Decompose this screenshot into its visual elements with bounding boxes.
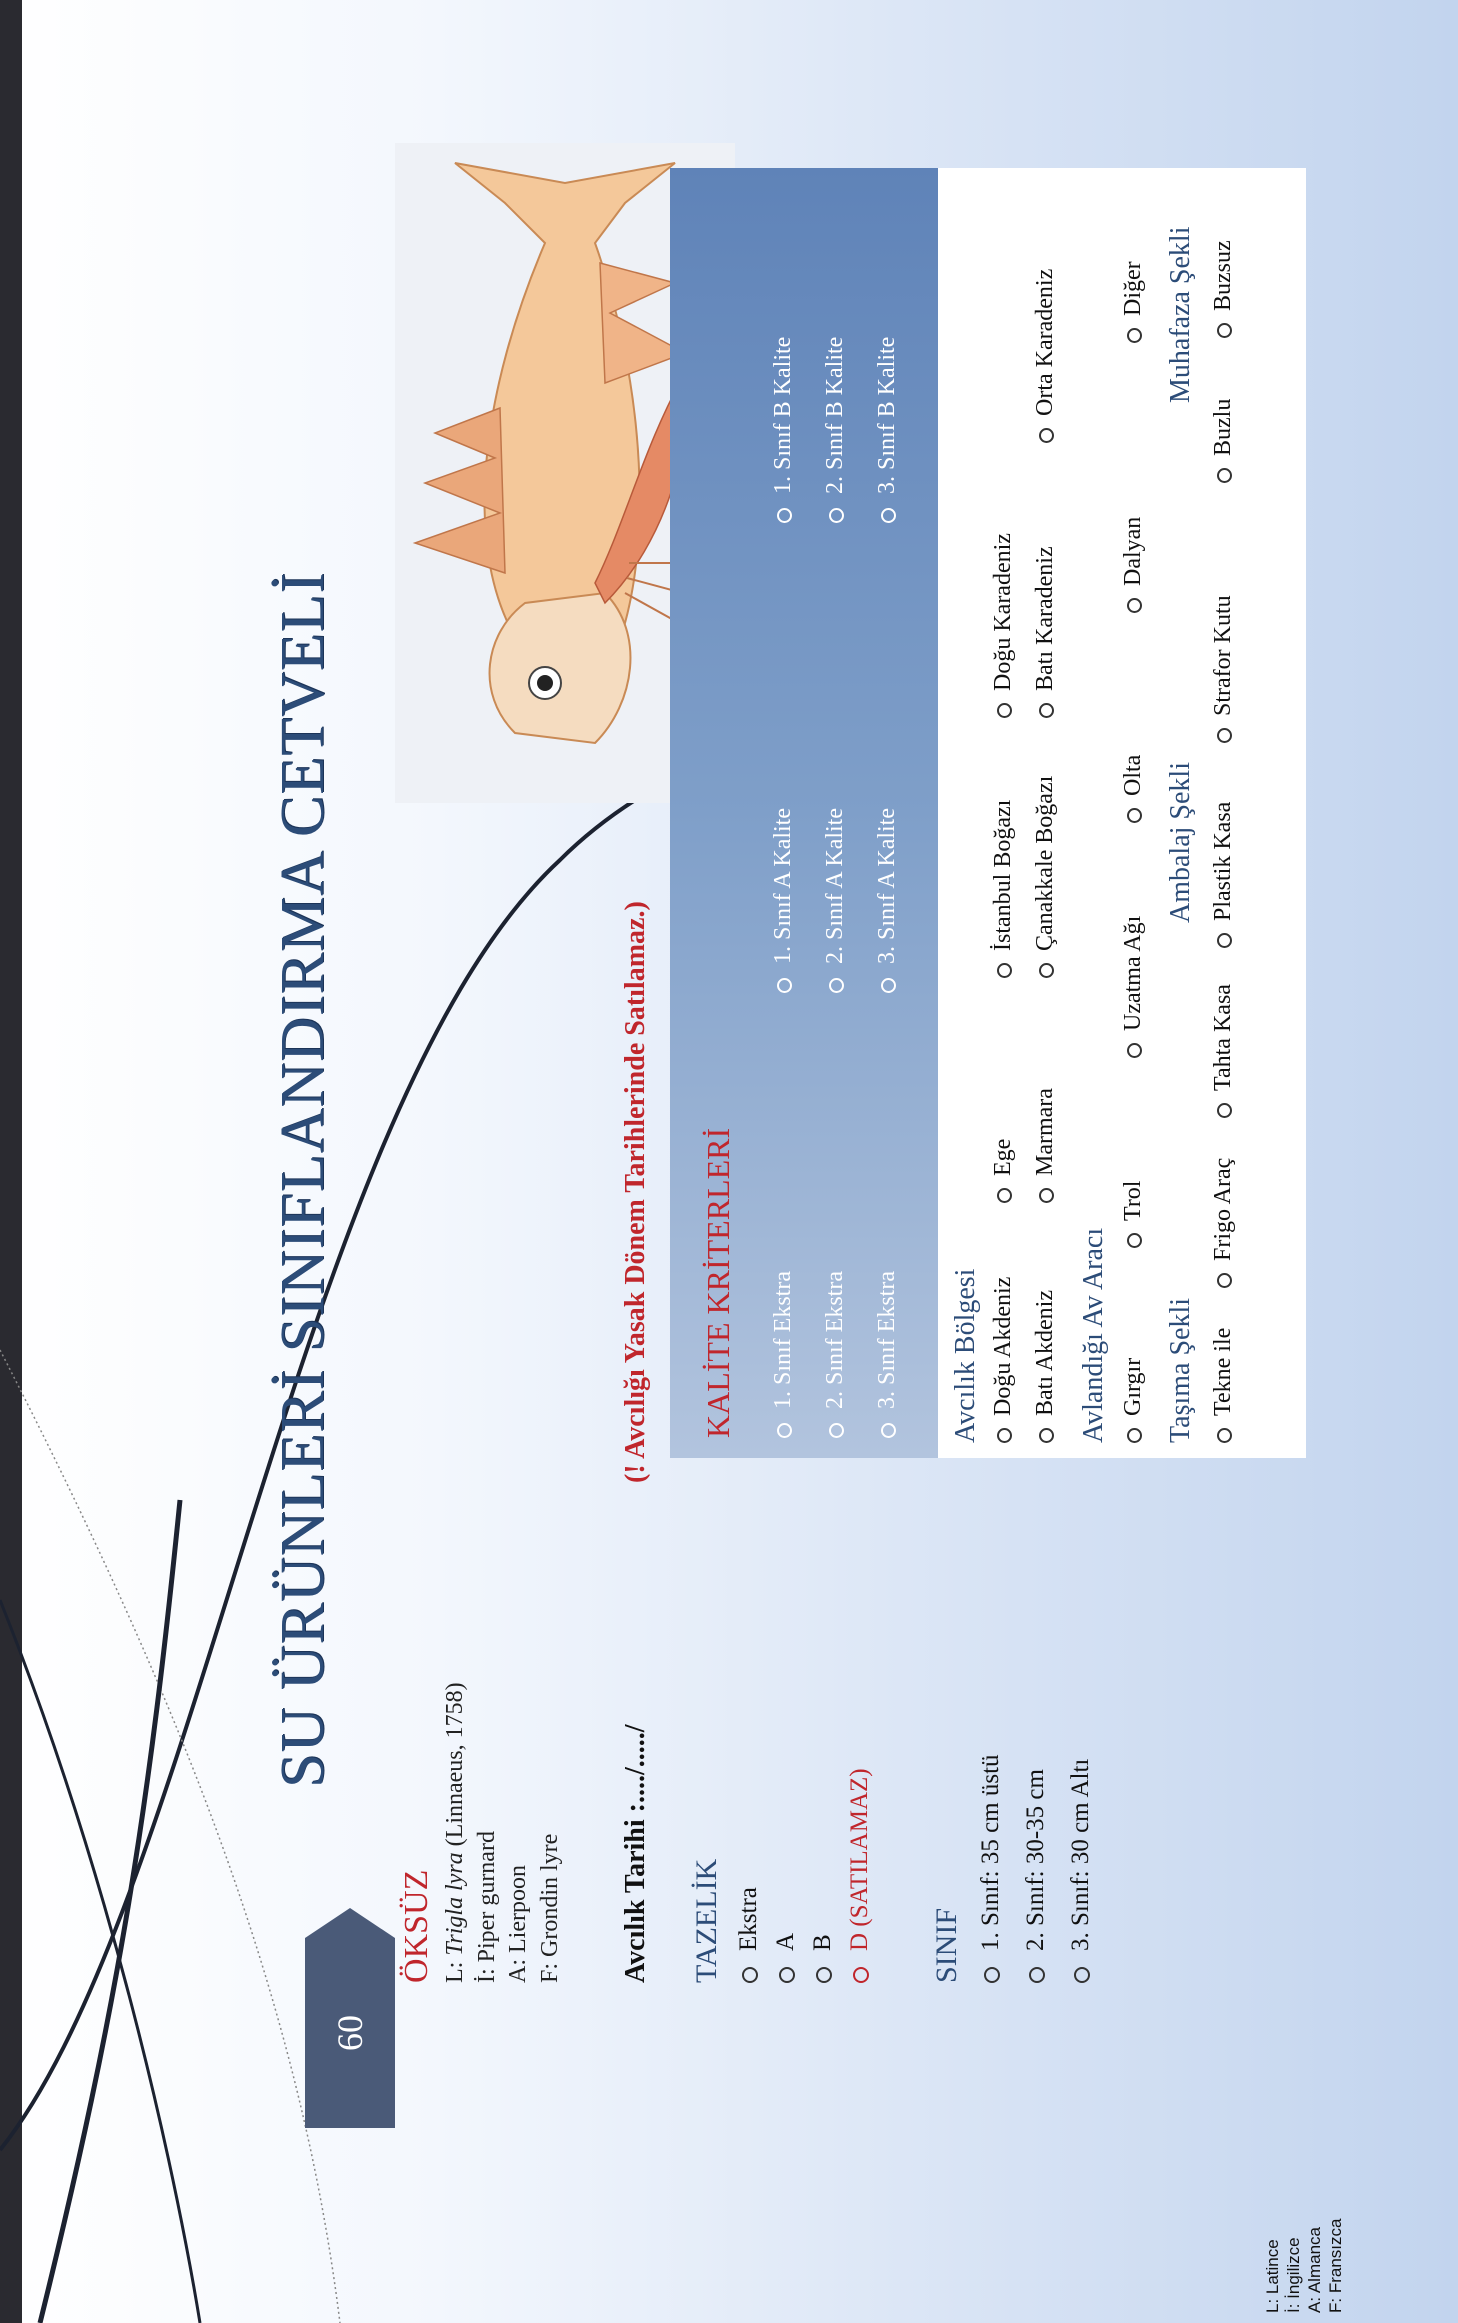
latin-binomial: Trigla lyra [442,1852,468,1956]
gear-option[interactable] [1120,755,1147,823]
region-option[interactable] [1032,1290,1059,1443]
region-option[interactable] [1032,776,1059,978]
option-label: Trol [1120,1180,1146,1221]
region-option[interactable] [1032,1088,1059,1203]
option-label: Strafor Kutu [1210,595,1236,716]
option-label: Tekne ile [1210,1327,1236,1416]
option-label: Tahta Kasa [1210,984,1236,1091]
radio-icon [997,703,1012,718]
option-label: Ekstra [735,1887,762,1951]
gear-option[interactable] [1120,261,1147,343]
radio-icon [1074,1967,1090,1983]
radio-icon [742,1967,758,1983]
region-option[interactable] [990,1139,1017,1203]
option-label: 2. Sınıf B Kalite [822,336,848,494]
option-label: 2. Sınıf A Kalite [822,808,848,964]
option-label: 2. Sınıf Ekstra [822,1271,848,1409]
radio-icon [997,1428,1012,1443]
radio-icon [1217,728,1232,743]
radio-icon [997,963,1012,978]
radio-icon [829,1423,844,1438]
species-german-name: A: Lierpoon [505,1865,531,1983]
freshness-option-d[interactable] [846,1768,874,1983]
option-label: Dalyan [1120,516,1146,586]
option-label: Olta [1120,754,1146,796]
page-number: 60 [330,2015,370,2051]
option-label: 3. Sınıf A Kalite [874,808,900,964]
quality-option[interactable] [770,1271,797,1438]
radio-icon [1127,1428,1142,1443]
radio-icon [1127,598,1142,613]
quality-title: KALİTE KRİTERLERİ [700,1127,736,1438]
option-label: D (SATILAMAZ) [846,1768,873,1951]
option-label: Batı Akdeniz [1032,1290,1058,1416]
option-label: 1. Sınıf Ekstra [770,1271,796,1409]
gear-title: Avlandığı Av Aracı [1078,1227,1109,1443]
quality-option[interactable] [770,808,797,993]
species-name: ÖKSÜZ [398,1869,435,1983]
preservation-option[interactable] [1210,240,1237,338]
option-label: 1. Sınıf B Kalite [770,336,796,494]
quality-option[interactable] [874,337,901,523]
gear-option[interactable] [1120,517,1147,613]
radio-icon [1127,1043,1142,1058]
option-label: 1. Sınıf A Kalite [770,808,796,964]
radio-icon [829,508,844,523]
radio-icon [1029,1967,1045,1983]
region-title: Avcılık Bölgesi [950,1268,981,1443]
quality-option[interactable] [822,1271,849,1438]
radio-icon [1039,1428,1054,1443]
latin-authority: (Linnaeus, 1758) [442,1682,468,1853]
radio-icon [1217,1273,1232,1288]
page-title: SU ÜRÜNLERİ SINIFLANDIRMA CETVELİ [269,571,337,1788]
option-label: Doğu Akdeniz [990,1276,1016,1416]
radio-icon [984,1967,1000,1983]
transport-title: Taşıma Şekli [1165,1297,1196,1443]
radio-icon [1039,963,1054,978]
radio-icon [777,978,792,993]
hunt-date-value: ..../...../ [620,1724,651,1803]
option-label: Ege [990,1138,1016,1176]
freshness-title: TAZELİK [690,1858,723,1983]
packaging-title: Ambalaj Şekli [1165,762,1196,923]
region-option[interactable] [1032,546,1059,718]
legend-item: F: Fransızca [1326,2218,1345,2313]
option-label: Gırgır [1120,1357,1146,1416]
gear-option[interactable] [1120,1181,1147,1248]
radio-icon [1217,933,1232,948]
radio-icon [1217,468,1232,483]
option-label: Doğu Karadeniz [990,533,1016,691]
radio-icon [1217,1103,1232,1118]
option-label: Buzsuz [1210,240,1236,311]
radio-icon [997,1188,1012,1203]
quality-option[interactable] [874,1271,901,1438]
radio-icon [777,1423,792,1438]
option-label: 3. Sınıf: 30 cm Altı [1067,1758,1094,1951]
radio-icon [779,1967,795,1983]
region-option[interactable] [990,533,1017,718]
option-label: Diğer [1120,261,1146,316]
radio-icon [881,978,896,993]
hunt-date-label: Avcılık Tarihi : [620,1803,651,1983]
option-label: Batı Karadeniz [1032,546,1058,691]
radio-icon [1127,328,1142,343]
region-option[interactable] [1032,269,1059,443]
region-option[interactable] [990,800,1017,978]
freshness-option-ekstra[interactable] [735,1887,763,1983]
packaging-option[interactable] [1210,984,1237,1118]
legend-item: L: Latince [1263,2239,1282,2313]
radio-icon [1127,1233,1142,1248]
species-english-name: İ: Piper gurnard [474,1831,500,1983]
radio-icon [1039,703,1054,718]
legend-item: A: Almanca [1305,2227,1324,2313]
option-label: B [809,1934,836,1951]
legend-item: İ: İngilizce [1284,2237,1303,2313]
option-label: Orta Karadeniz [1032,268,1058,416]
option-label: 2. Sınıf: 30-35 cm [1022,1769,1049,1951]
gear-option[interactable] [1120,916,1147,1058]
radio-icon [1039,1188,1054,1203]
radio-icon [829,978,844,993]
page-number-tab [305,1908,395,2128]
radio-icon [1127,808,1142,823]
option-label: Marmara [1032,1088,1058,1176]
option-label: Plastik Kasa [1210,801,1236,921]
species-french-name: F: Grondin lyre [537,1833,563,1983]
freshness-option-a[interactable] [772,1933,800,1983]
size-class-option-3[interactable] [1067,1759,1095,1983]
transport-option[interactable] [1210,1328,1237,1443]
quality-option[interactable] [822,808,849,993]
option-label: Buzlu [1210,398,1236,456]
radio-icon [881,1423,896,1438]
quality-option[interactable] [874,808,901,993]
option-label: 3. Sınıf Ekstra [874,1271,900,1409]
ban-period-note: (! Avcılığı Yasak Dönem Tarihlerinde Satılamaz.) [620,901,651,1483]
option-label: 1. Sınıf: 35 cm üstü [977,1754,1004,1951]
quality-option[interactable] [822,337,849,523]
packaging-option[interactable] [1210,595,1237,743]
region-option[interactable] [990,1277,1017,1443]
latin-prefix: L: [442,1955,468,1983]
species-latin-name [442,1682,469,1983]
option-label: Çanakkale Boğazı [1032,775,1058,951]
size-class-title: SINIF [930,1907,963,1983]
option-label: Frigo Araç [1210,1157,1236,1261]
size-class-option-2[interactable] [1022,1769,1050,1983]
radio-icon [853,1967,869,1983]
freshness-option-b[interactable] [809,1934,837,1983]
quality-option[interactable] [770,337,797,523]
preservation-title: Muhafaza Şekli [1165,226,1196,403]
radio-icon [1217,1428,1232,1443]
radio-icon [777,508,792,523]
transport-option[interactable] [1210,1158,1237,1288]
size-class-option-1[interactable] [977,1754,1005,1983]
option-label: 3. Sınıf B Kalite [874,336,900,494]
option-label: A [772,1932,799,1951]
language-legend [1262,2219,1346,2313]
option-label: İstanbul Boğazı [990,799,1016,951]
option-label: Uzatma Ağı [1120,915,1146,1031]
preservation-option[interactable] [1210,399,1237,483]
radio-icon [881,508,896,523]
radio-icon [816,1967,832,1983]
radio-icon [1217,323,1232,338]
radio-icon [1039,428,1054,443]
gear-option[interactable] [1120,1358,1147,1443]
packaging-option[interactable] [1210,802,1237,948]
